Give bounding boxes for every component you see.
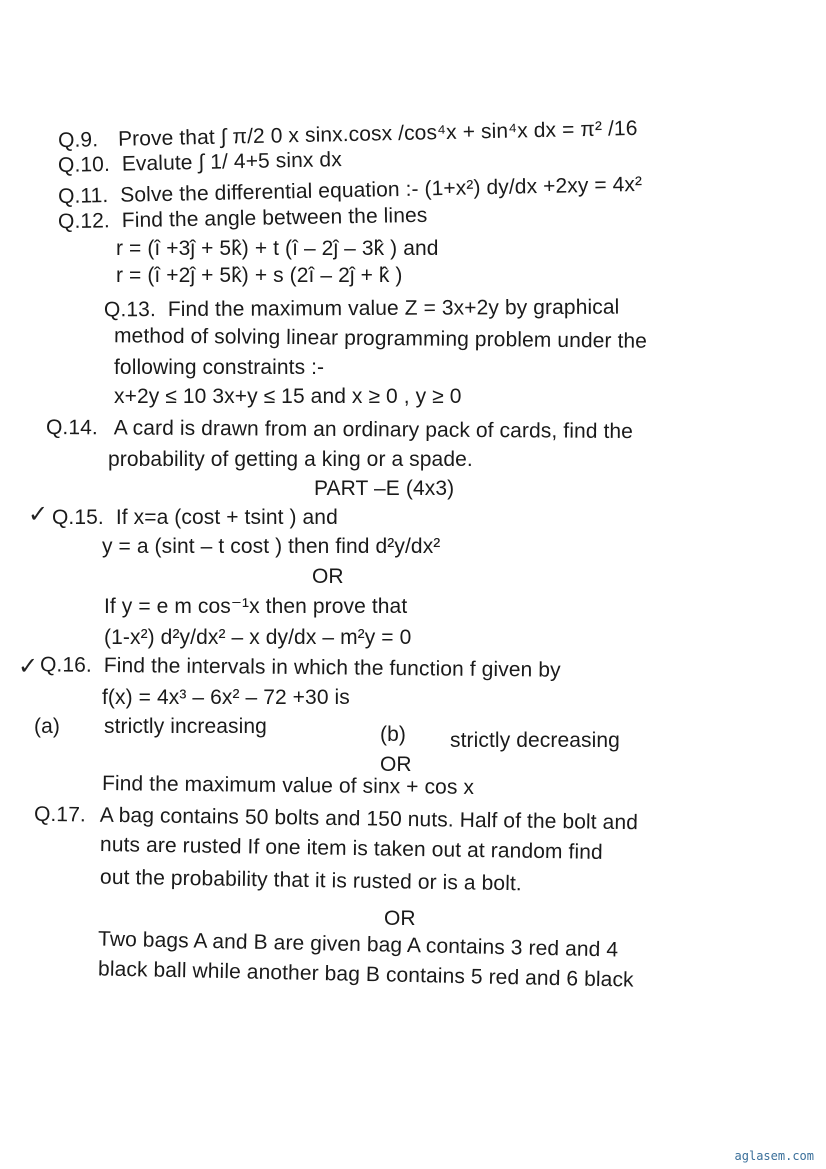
question-14 [46,415,633,445]
question-number: Q.17. [33,802,87,827]
question-number: Q.15. [52,506,104,529]
question-text: Solve the differential equation :- (1+x²) dy/dx +2xy = 4x² [120,172,643,207]
question-12 [58,203,428,235]
question-13 [104,295,619,324]
question-17-line-3: out the probability that it is rusted or is a bolt. [99,865,522,896]
question-15-line-3: If y = e m cos⁻¹x then prove that [104,595,408,618]
question-9 [58,116,638,154]
question-16-line-3: Find the maximum value of sinx + cos x [101,772,475,799]
question-17-line-2: nuts are rusted If one item is taken out at random find [99,833,603,864]
question-text: Find the intervals in which the function f given by [103,653,561,682]
question-text: Find the angle between the lines [121,203,428,233]
option-b-label: (b) [380,723,406,746]
question-17-line-5: black ball while another bag B contains 5 red and 6 black [97,957,634,992]
option-a-label: (a) [34,715,60,738]
question-text: A card is drawn from an ordinary pack of cards, find the [113,416,634,444]
question-number: Q.11. [57,184,109,209]
question-16-function: f(x) = 4x³ – 6x² – 72 +30 is [102,686,350,709]
check-mark-icon: ✓ [18,653,39,680]
or-separator: OR [384,907,416,930]
question-17 [34,802,638,836]
or-separator: OR [380,753,412,776]
question-text: Evalute ∫ 1/ 4+5 sinx dx [121,148,343,176]
vector-line-2: r = (î +2ĵ + 5k̂) + s (2î – 2ĵ + k̂ ) [116,264,403,287]
question-text: Prove that ∫ π/2 0 x sinx.cosx /cos⁴x + sin⁴x dx = π² /16 [117,116,638,151]
part-heading: PART –E (4x3) [314,477,455,500]
question-15-line-4: (1-x²) d²y/dx² – x dy/dx – m²y = 0 [104,626,412,649]
question-14-line-2: probability of getting a king or a spade. [108,448,473,471]
question-13-constraints: x+2y ≤ 10 3x+y ≤ 15 and x ≥ 0 , y ≥ 0 [114,385,462,408]
question-15-line-2: y = a (sint – t cost ) then find d²y/dx² [102,535,441,558]
watermark-link[interactable]: aglasem.com [734,1149,814,1163]
or-separator: OR [312,565,344,588]
question-13-line-2: method of solving linear programming problem under the [113,324,648,353]
question-number: Q.9. [57,128,99,153]
question-13-line-3: following constraints :- [114,356,325,379]
question-15 [52,505,338,531]
check-mark-icon: ✓ [28,501,49,528]
question-17-line-4: Two bags A and B are given bag A contains 3 red and 4 [97,927,619,962]
question-10 [58,147,342,179]
question-number: Q.16. [39,653,93,677]
question-text: If x=a (cost + tsint ) and [115,506,338,529]
question-text: Find the maximum value Z = 3x+2y by graphical [167,295,620,322]
vector-line-1: r = (î +3ĵ + 5k̂) + t (î – 2ĵ – 3k̂ ) and [116,237,439,260]
option-b-text: strictly decreasing [450,729,620,752]
question-number: Q.14. [45,415,98,440]
question-number: Q.10. [57,152,111,177]
question-16 [40,652,561,683]
question-number: Q.12. [57,209,111,234]
question-text: A bag contains 50 bolts and 150 nuts. Half of the bolt and [99,803,639,835]
option-a-text: strictly increasing [104,715,267,738]
question-number: Q.13. [103,298,156,322]
